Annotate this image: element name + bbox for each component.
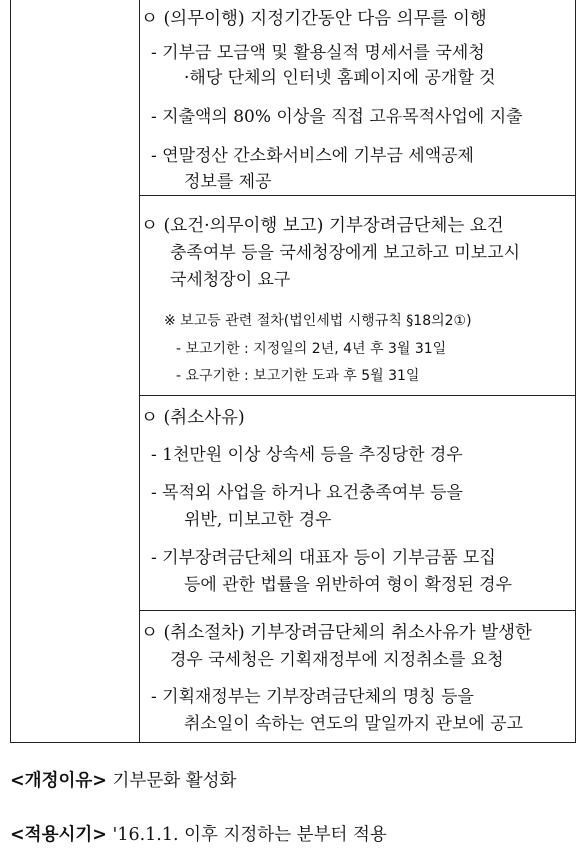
duty-item-cont: 정보를 제공 <box>184 172 272 192</box>
row-divider <box>139 195 575 196</box>
row-divider <box>139 395 575 396</box>
report-section-line: 국세청장이 요구 <box>170 270 291 290</box>
effective-date <box>10 822 387 848</box>
column-divider <box>139 0 140 742</box>
procedure-note-title: ※ 보고등 관련 절차(법인세법 시행규칙 §18의2①) <box>164 313 472 329</box>
cancel-reason-title: ㅇ (취소사유) <box>141 408 245 428</box>
duty-section-title: ㅇ (의무이행) 지정기간동안 다음 의무를 이행 <box>141 9 487 29</box>
cancel-reason-item-cont: 등에 관한 법률을 위반하여 형이 확정된 경우 <box>184 575 513 595</box>
effective-date-text: '16.1.1. 이후 지정하는 분부터 적용 <box>112 825 387 845</box>
effective-date-label: <적용시기> <box>10 825 107 845</box>
revision-reason-text: 기부문화 활성화 <box>112 771 237 791</box>
cancel-reason-item: - 목적외 사업을 하거나 요건충족여부 등을 <box>151 483 463 503</box>
duty-item: - 기부금 모금액 및 활용실적 명세서를 국세청 <box>151 43 485 63</box>
cancel-procedure-item: - 기획재정부는 기부장려금단체의 명칭 등을 <box>151 687 474 707</box>
duty-item: - 지출액의 80% 이상을 직접 고유목적사업에 지출 <box>151 107 523 127</box>
cancel-procedure-line: ㅇ (취소절차) 기부장려금단체의 취소사유가 발생한 <box>141 623 532 643</box>
revision-reason-label: <개정이유> <box>10 771 107 791</box>
procedure-note-item: - 요구기한 : 보고기한 도과 후 5월 31일 <box>176 368 420 384</box>
report-section-line: 충족여부 등을 국세청장에게 보고하고 미보고시 <box>170 243 521 263</box>
revision-reason <box>10 768 236 794</box>
report-section-line: ㅇ (요건·의무이행 보고) 기부장려금단체는 요건 <box>141 216 504 236</box>
procedure-note-item: - 보고기한 : 지정일의 2년, 4년 후 3월 31일 <box>176 341 447 357</box>
cancel-reason-item-cont: 위반, 미보고한 경우 <box>184 510 332 530</box>
cancel-reason-item: - 1천만원 이상 상속세 등을 추징당한 경우 <box>151 445 463 465</box>
cancel-procedure-line: 경우 국세청은 기획재정부에 지정취소를 요청 <box>170 650 504 670</box>
duty-item-cont: ·해당 단체의 인터넷 홈페이지에 공개할 것 <box>184 68 496 88</box>
cancel-procedure-item-cont: 취소일이 속하는 연도의 말일까지 관보에 공고 <box>184 714 524 734</box>
cancel-reason-item: - 기부장려금단체의 대표자 등이 기부금품 모집 <box>151 548 496 568</box>
row-divider <box>139 610 575 611</box>
duty-item: - 연말정산 간소화서비스에 기부금 세액공제 <box>151 146 474 166</box>
